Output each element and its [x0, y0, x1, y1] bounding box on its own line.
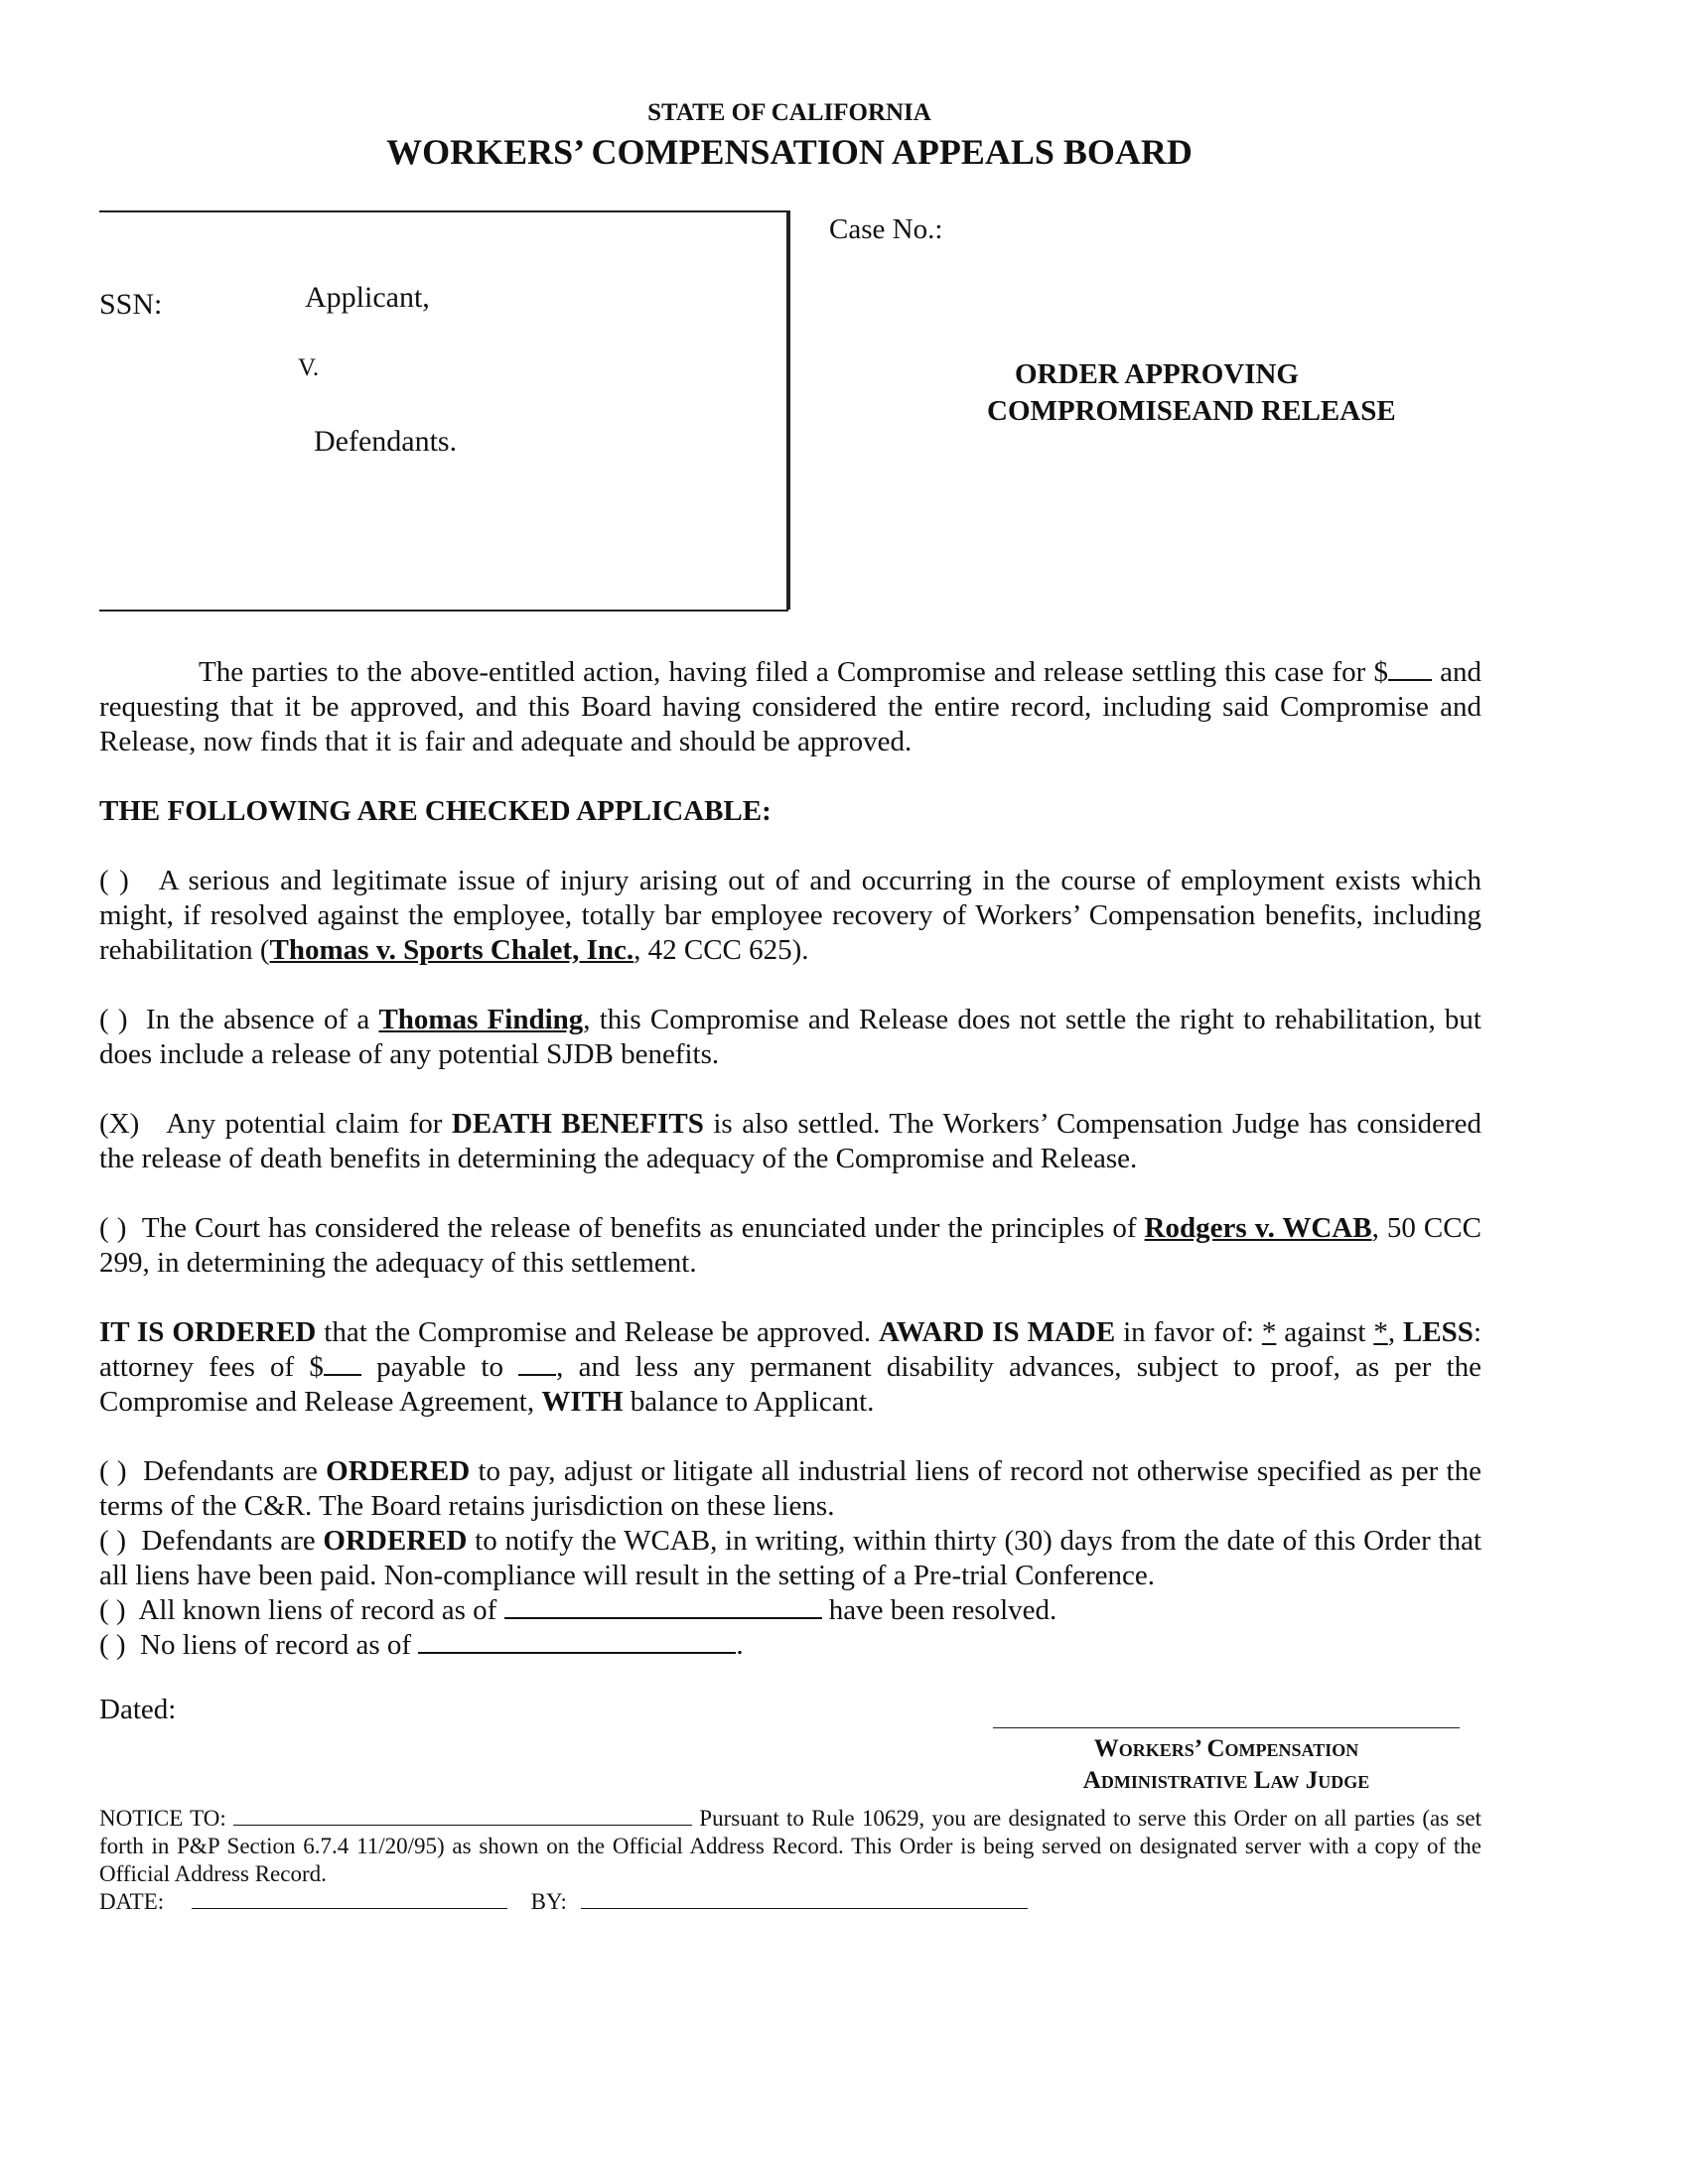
liens-section: [99, 1454, 1481, 1663]
intro-text-b: and requesting that it be approved, and this Board having considered the entire record, including said Compromise and Release, now finds that it is fair and adequate and should be approved.: [99, 656, 1482, 757]
liens-none-b: .: [736, 1629, 744, 1661]
notice-to-blank[interactable]: [233, 1825, 692, 1826]
finding-item: [99, 1003, 1481, 1072]
notice-date-blank[interactable]: [192, 1908, 507, 1909]
thomas-text-a: A serious and legitimate issue of injury arising out of and occurring in the course of employment exists which might, if resolved against the employee, totally bar employee recovery of Workers’ Compensation benefits, including rehabilitation (: [99, 865, 1481, 966]
liens-none-a: No liens of record as of: [140, 1629, 412, 1661]
checked-heading: THE FOLLOWING ARE CHECKED APPLICABLE:: [99, 795, 772, 827]
intro-text-a: The parties to the above-entitled action, having filed a Compromise and release settling this case for $: [199, 656, 1388, 688]
order-t8: balance to Applicant.: [623, 1386, 875, 1418]
award-label: AWARD IS MADE: [879, 1316, 1116, 1348]
state-heading: STATE OF CALIFORNIA: [647, 99, 931, 126]
rodgers-text-a: The Court has considered the release of benefits as enunciated under the principles of: [141, 1212, 1145, 1244]
judge-title-line-1: Workers’ Compensation: [1093, 1735, 1359, 1762]
notice-date-label: DATE:: [99, 1889, 165, 1914]
less-label: LESS: [1402, 1316, 1474, 1348]
judge-signature-line[interactable]: [993, 1727, 1460, 1728]
notice-text: Pursuant to Rule 10629, you are designated to serve this Order on all parties (as set forth in P&P Section 6.7.4 11/20/95) as shown on the Official Address Record. This Order is being served on designated server with a copy of the Official Address Record.: [99, 1806, 1481, 1886]
settlement-amount-blank[interactable]: [1388, 679, 1432, 681]
liens-known-b: have been resolved.: [828, 1594, 1057, 1626]
notice-paragraph: [99, 1805, 1481, 1888]
ssn-label: SSN:: [99, 288, 163, 321]
thomas-item: [99, 864, 1481, 968]
finding-text-a: In the absence of a: [145, 1004, 379, 1035]
notice-date-row: [99, 1888, 1092, 1916]
order-t6: payable to: [360, 1351, 519, 1383]
order-t1: that the Compromise and Release be approved.: [316, 1316, 880, 1348]
no-liens-date-blank[interactable]: [418, 1652, 736, 1654]
order-paragraph: [99, 1315, 1481, 1420]
death-text-a: Any potential claim for: [166, 1108, 452, 1140]
liens-known-checkbox[interactable]: ( ): [99, 1594, 126, 1626]
case-number-label: Case No.:: [829, 213, 943, 245]
order-t5: : attorney fees of $: [99, 1316, 1481, 1383]
liens-notify-b: to notify the WCAB, in writing, within thirty (30) days from the date of this Order that all liens have been paid. Non-compliance will result in the setting of a Pre-trial Conference.: [99, 1525, 1482, 1591]
applicant-label: Applicant,: [305, 281, 430, 314]
death-text-b: is also settled. The Workers’ Compensation Judge has considered the release of death benefits in determining the adequacy of the Compromise and Release.: [99, 1108, 1481, 1174]
thomas-case-name: Thomas v. Sports Chalet, Inc.: [269, 934, 634, 966]
finding-text-b: , this Compromise and Release does not settle the right to rehabilitation, but does include a release of any potential SJDB benefits.: [99, 1004, 1481, 1070]
order-t2: in favor of:: [1115, 1316, 1262, 1348]
liens-none-checkbox[interactable]: ( ): [99, 1629, 126, 1661]
finding-case-name: Thomas Finding: [378, 1004, 584, 1035]
liens-pay-a: Defendants are: [143, 1455, 327, 1487]
order-title-line-2: COMPROMISEAND RELEASE: [987, 395, 1396, 427]
order-title-line-1: ORDER APPROVING: [1015, 358, 1299, 390]
notice-label: NOTICE TO:: [99, 1806, 226, 1831]
death-benefits-item: [99, 1107, 1481, 1176]
liens-pay-checkbox[interactable]: ( ): [99, 1455, 127, 1487]
with-label: WITH: [541, 1386, 624, 1418]
attorney-fee-blank[interactable]: [324, 1374, 361, 1376]
notice-by-label: BY:: [530, 1889, 567, 1914]
award-against[interactable]: *: [1373, 1316, 1388, 1348]
liens-notify-checkbox[interactable]: ( ): [99, 1525, 127, 1557]
caption-divider: [786, 210, 790, 610]
versus-label: V.: [298, 354, 320, 381]
rodgers-item: [99, 1211, 1481, 1281]
order-t3: against: [1276, 1316, 1374, 1348]
thomas-checkbox[interactable]: ( ): [99, 865, 129, 896]
known-liens-date-blank[interactable]: [504, 1617, 822, 1619]
judge-title-line-2: Administrative Law Judge: [1082, 1767, 1370, 1794]
death-checkbox[interactable]: (X): [99, 1108, 140, 1140]
caption-top-rule: [99, 210, 786, 212]
rodgers-text-b: , 50 CCC 299, in determining the adequacy of this settlement.: [99, 1212, 1481, 1279]
liens-known-a: All known liens of record as of: [138, 1594, 497, 1626]
payee-blank[interactable]: [518, 1374, 556, 1376]
board-heading: WORKERS’ COMPENSATION APPEALS BOARD: [386, 132, 1193, 172]
dated-label: Dated:: [99, 1694, 177, 1725]
award-in-favor-of[interactable]: *: [1261, 1316, 1277, 1348]
rodgers-case-name: Rodgers v. WCAB: [1144, 1212, 1372, 1244]
order-lead: IT IS ORDERED: [99, 1316, 317, 1348]
order-t4: ,: [1387, 1316, 1396, 1348]
finding-checkbox[interactable]: ( ): [99, 1004, 128, 1035]
order-t7: , and less any permanent disability advances, subject to proof, as per the Compromise and Release Agreement,: [99, 1351, 1481, 1418]
defendants-label: Defendants.: [314, 425, 458, 458]
liens-pay-b: to pay, adjust or litigate all industrial liens of record not otherwise specified as per the terms of the C&R. The Board retains jurisdiction on these liens.: [99, 1455, 1481, 1522]
rodgers-checkbox[interactable]: ( ): [99, 1212, 127, 1244]
liens-notify-ordered: ORDERED: [323, 1525, 468, 1557]
thomas-text-b: , 42 CCC 625).: [633, 934, 809, 966]
caption-bottom-rule: [99, 610, 788, 612]
liens-pay-ordered: ORDERED: [326, 1455, 471, 1487]
death-emphasis: DEATH BENEFITS: [451, 1108, 704, 1140]
notice-by-blank[interactable]: [581, 1908, 1028, 1909]
intro-paragraph: [99, 655, 1481, 759]
liens-notify-a: Defendants are: [141, 1525, 324, 1557]
